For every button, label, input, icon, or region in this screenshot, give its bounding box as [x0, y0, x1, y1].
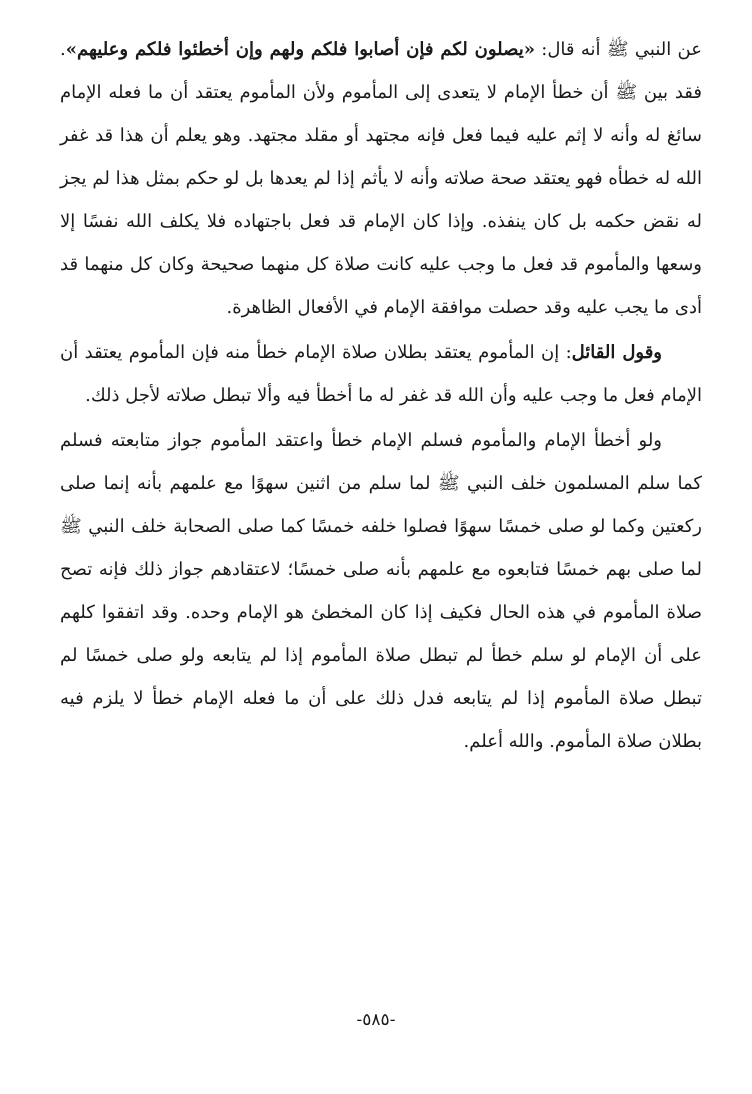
paragraph-1 — [60, 28, 702, 329]
section-lead: وقول القائل — [571, 342, 662, 363]
page-body — [60, 28, 702, 763]
paragraph-3 — [60, 419, 702, 763]
text-run: . فقد بين ﷺ أن خطأ الإمام لا يتعدى إلى المأموم ولأن المأموم يعتقد أن ما فعله الإمام سائغ له وأنه لا إثم عليه فيما فعل فإنه مجتهد أو مقلد مجتهد. وهو يعلم أن هذا قد غفر الله له خطأه فهو يعتقد صحة صلاته وأنه لا يأثم إذا لم يعدها بل لو حكم بمثل هذا لم يجز له نقض حكمه بل كان ينفذه. وإذا كان الإمام قد فعل باجتهاده فلا يكلف الله نفسًا إلا وسعها والمأموم قد فعل ما وجب عليه كانت صلاة كل منهما صحيحة وكان كل منهما قد أدى ما يجب عليه وقد حصلت موافقة الإمام في الأفعال الظاهرة. — [60, 39, 702, 318]
text-run: : إن المأموم يعتقد بطلان صلاة الإمام خطأ منه فإن المأموم يعتقد أن الإمام فعل ما وجب عليه وأن الله قد غفر له ما أخطأ فيه وألا تبطل صلاته لأجل ذلك. — [60, 342, 702, 406]
page-number: -٥٨٥- — [356, 1010, 396, 1030]
text-run: ولو أخطأ الإمام والمأموم فسلم الإمام خطأ واعتقد المأموم جواز متابعته فسلم كما سلم المسلمون خلف النبي ﷺ لما سلم من اثنين سهوًا مع علمهم بأنه إنما صلى ركعتين وكما لو صلى خمسًا سهوًا فصلوا خلفه خمسًا كما صلى الصحابة خلف النبي ﷺ لما صلى بهم خمسًا فتابعوه مع علمهم بأنه صلى خمسًا؛ لاعتقادهم جواز ذلك فإنه تصح صلاة المأموم في هذه الحال فكيف إذا كان المخطئ هو الإمام وحده. وقد اتفقوا كلهم على أن الإمام لو سلم خطأ لم تبطل صلاة المأموم إذا لم يتابعه ولو صلى خمسًا لم تبطل صلاة المأموم إذا لم يتابعه فدل ذلك على أن ما فعله الإمام خطأ لا يلزم فيه بطلان صلاة المأموم. والله أعلم. — [60, 430, 702, 752]
hadith-quote: «يصلون لكم فإن أصابوا فلكم ولهم وإن أخطئوا فلكم وعليهم» — [65, 39, 535, 60]
paragraph-2 — [60, 331, 702, 417]
text-run: عن النبي ﷺ أنه قال: — [534, 39, 702, 60]
